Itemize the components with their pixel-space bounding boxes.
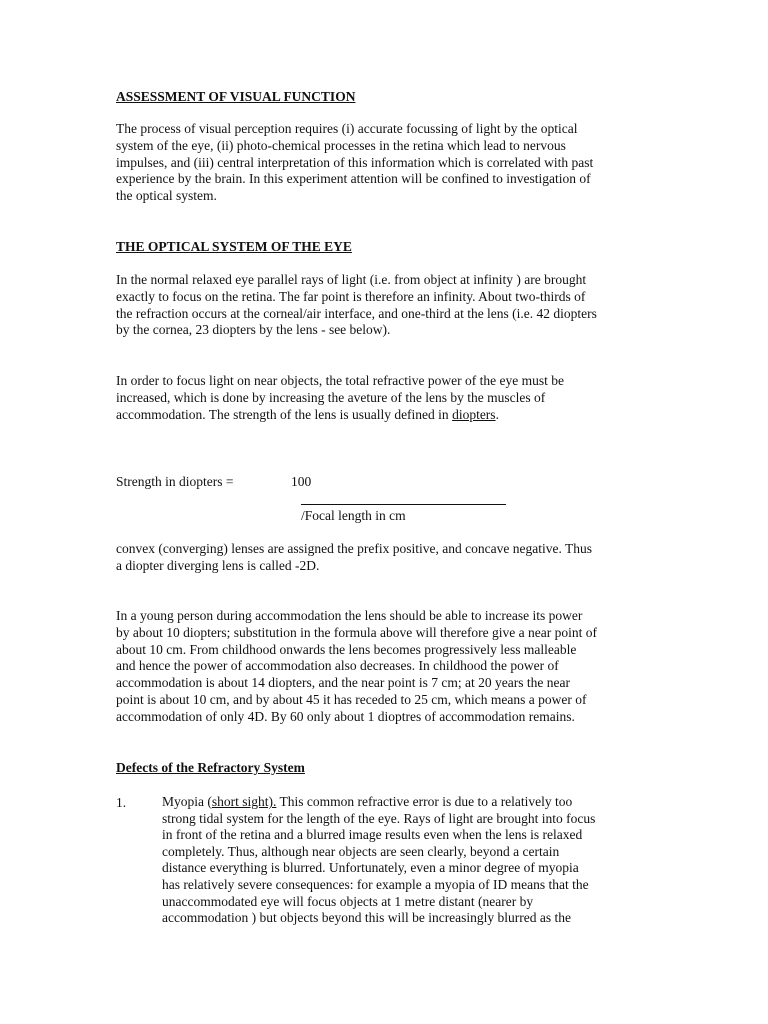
text-line: exactly to focus on the retina. The far point is therefore an infinity. About two-thirds of (116, 288, 586, 304)
text-line: about 10 cm. From childhood onwards the lens becomes progressively less malleable (116, 641, 577, 657)
text-fragment: accommodation. The strength of the lens is usually defined in (116, 406, 453, 422)
list-item-myopia (162, 794, 662, 927)
text-line: system of the eye, (ii) photo-chemical processes in the retina which lead to nervous (116, 137, 566, 153)
text-line: In the normal relaxed eye parallel rays of light (i.e. from object at infinity ) are brought (116, 272, 587, 287)
text-line: strong tidal system for the length of the eye. Rays of light are brought into focus (162, 810, 596, 826)
text-line: the refraction occurs at the corneal/air interface, and one-third at the lens (i.e. 42 diopters (116, 305, 597, 321)
text-line: In order to focus light on near objects, the total refractive power of the eye must be (116, 373, 564, 388)
heading-assessment: ASSESSMENT OF VISUAL FUNCTION (116, 89, 356, 104)
text-line: point is about 10 cm, and by about 45 it has receded to 25 cm, which means a power of (116, 691, 587, 707)
text-line (162, 794, 662, 811)
formula-label: Strength in diopters = (116, 474, 234, 489)
paragraph-near-objects (116, 373, 656, 423)
formula-numerator: 100 (291, 474, 312, 489)
paragraph-young-person (116, 608, 656, 726)
text-line: experience by the brain. In this experiment attention will be confined to investigation of (116, 171, 591, 187)
text-line: distance everything is blurred. Unfortunately, even a minor degree of myopia (162, 860, 579, 876)
text-line: accommodation is about 14 diopters, and the near point is 7 cm; at 20 years the near (116, 675, 570, 691)
text-line: The process of visual perception requires (i) accurate focussing of light by the optical (116, 121, 578, 136)
text-line: In a young person during accommodation the lens should be able to increase its power (116, 608, 583, 623)
text-fragment: Myopia ( (162, 794, 212, 809)
text-line: by the cornea, 23 diopters by the lens - see below). (116, 322, 391, 338)
short-sight-term: short sight). (211, 794, 277, 809)
text-line: impulses, and (iii) central interpretation of this information which is correlated with past (116, 154, 594, 170)
text-line: completely. Thus, although near objects are seen clearly, beyond a certain (162, 843, 560, 859)
text-fragment: . (495, 406, 499, 422)
paragraph-optical (116, 272, 656, 339)
text-line: in front of the retina and a blurred image results even when the lens is relaxed (162, 827, 583, 843)
text-line: a diopter diverging lens is called -2D. (116, 557, 320, 573)
paragraph-convex (116, 541, 656, 575)
diopters-term: diopters (452, 406, 496, 422)
text-fragment: This common refractive error is due to a relatively too (276, 794, 573, 809)
formula-denominator: /Focal length in cm (301, 508, 406, 523)
list-item-number: 1. (116, 795, 127, 810)
text-line: increased, which is done by increasing the aveture of the lens by the muscles of (116, 389, 546, 405)
text-line (116, 407, 656, 424)
text-line: convex (converging) lenses are assigned the prefix positive, and concave negative. Thus (116, 541, 592, 556)
text-line: accommodation ) but objects beyond this will be increasingly blurred as the (162, 910, 572, 926)
text-line: has relatively severe consequences: for example a myopia of ID means that the (162, 876, 589, 892)
text-line: unaccommodated eye will focus objects at 1 metre distant (nearer by (162, 893, 534, 909)
text-line: accommodation of only 4D. By 60 only about 1 dioptres of accommodation remains. (116, 708, 575, 724)
text-line: and hence the power of accommodation also decreases. In childhood the power of (116, 658, 559, 674)
heading-defects: Defects of the Refractory System (116, 760, 305, 775)
text-line: the optical system. (116, 188, 217, 204)
paragraph-intro (116, 121, 656, 205)
text-line: by about 10 diopters; substitution in the formula above will therefore give a near point of (116, 624, 598, 640)
heading-optical-system: THE OPTICAL SYSTEM OF THE EYE (116, 239, 352, 254)
formula-fraction-line (301, 504, 506, 505)
